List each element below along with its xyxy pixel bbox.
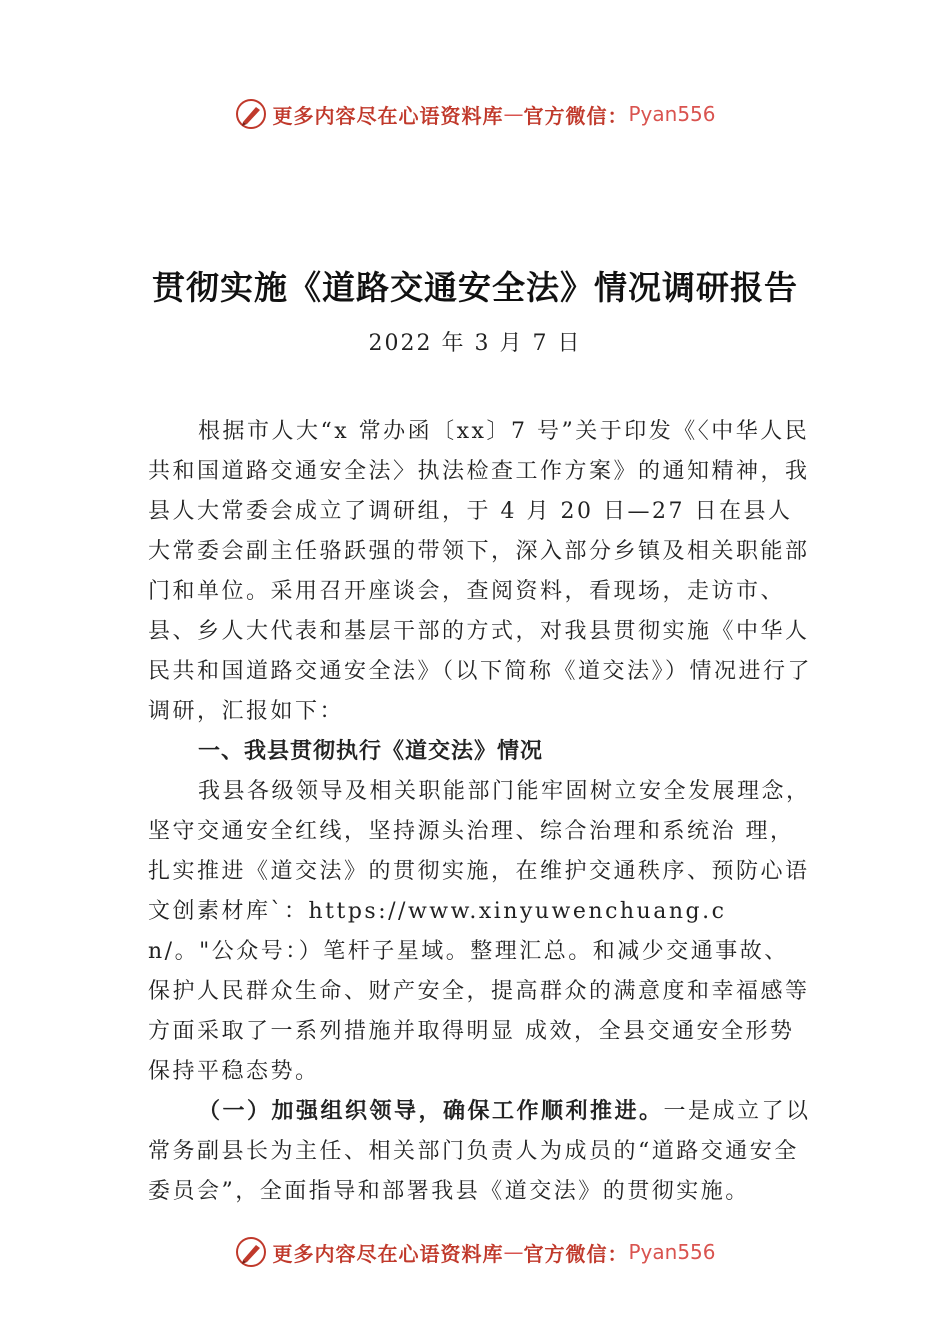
watermark-banner-top — [0, 92, 950, 136]
pen-logo-icon — [234, 97, 268, 131]
pen-logo-icon — [234, 1235, 268, 1269]
subsection-paragraph — [148, 1092, 812, 1212]
document-date: 2022 年 3 月 7 日 — [368, 331, 582, 356]
document-body — [148, 412, 812, 1212]
watermark-contact-id: Pyan556 — [628, 1240, 716, 1264]
watermark-separator: — — [503, 102, 524, 126]
intro-paragraph: 根据市人大“x 常办函〔xx〕7 号”关于印发《〈中华人民共和国道路交通安全法〉执法检查工作方案》的通知精神，我县人大常委会成立了调研组，于 4 月 20 日—27 日在县人大常委会副主任骆跃强的带领下，深入部分乡镇及相关职能部门和单位。采用召开座谈会，查阅资料，看现场，走访市、县、乡人大代表和基层干部的方式，对我县贯彻实施《中华人民共和国道路交通安全法》（以下简称《道交法》）情况进行了调研，汇报如下： — [148, 419, 813, 724]
watermark-contact-id: Pyan556 — [628, 102, 716, 126]
watermark-contact-label: 官方微信： — [523, 1241, 629, 1266]
watermark-banner-bottom — [0, 1230, 950, 1274]
watermark-separator: — — [503, 1240, 524, 1264]
section-paragraph: 我县各级领导及相关职能部门能牢固树立安全发展理念，坚守交通安全红线，坚持源头治理、综合治理和系统治 理，扎实推进《道交法》的贯彻实施，在维护交通秩序、预防心语文创素材库`：https://www.xinyuwenchuang.cn/。"公众号：）笔杆子星域。整理汇总。和减少交通事故、保护人民群众生命、财产安全，提高群众的满意度和幸福感等方面采取了一系列措施并取得明显 成效，全县交通安全形势保持平稳态势。 — [148, 779, 811, 1084]
watermark-brand: 更多内容尽在心语资料库 — [272, 1241, 504, 1266]
watermark-contact-label: 官方微信： — [523, 103, 629, 128]
watermark-brand: 更多内容尽在心语资料库 — [272, 103, 504, 128]
subsection-heading: （一）加强组织领导，确保工作顺利推进。 — [198, 1099, 664, 1124]
section-heading: 一、我县贯彻执行《道交法》情况 — [198, 739, 544, 764]
subsection-text: 一是成立了以常务副县长为主任、相关部门负责人为成员的“道路交通安全委员会”，全面指导和部署我县《道交法》的贯彻实施。 — [148, 1099, 811, 1204]
document-title: 贯彻实施《道路交通安全法》情况调研报告 — [152, 268, 798, 307]
